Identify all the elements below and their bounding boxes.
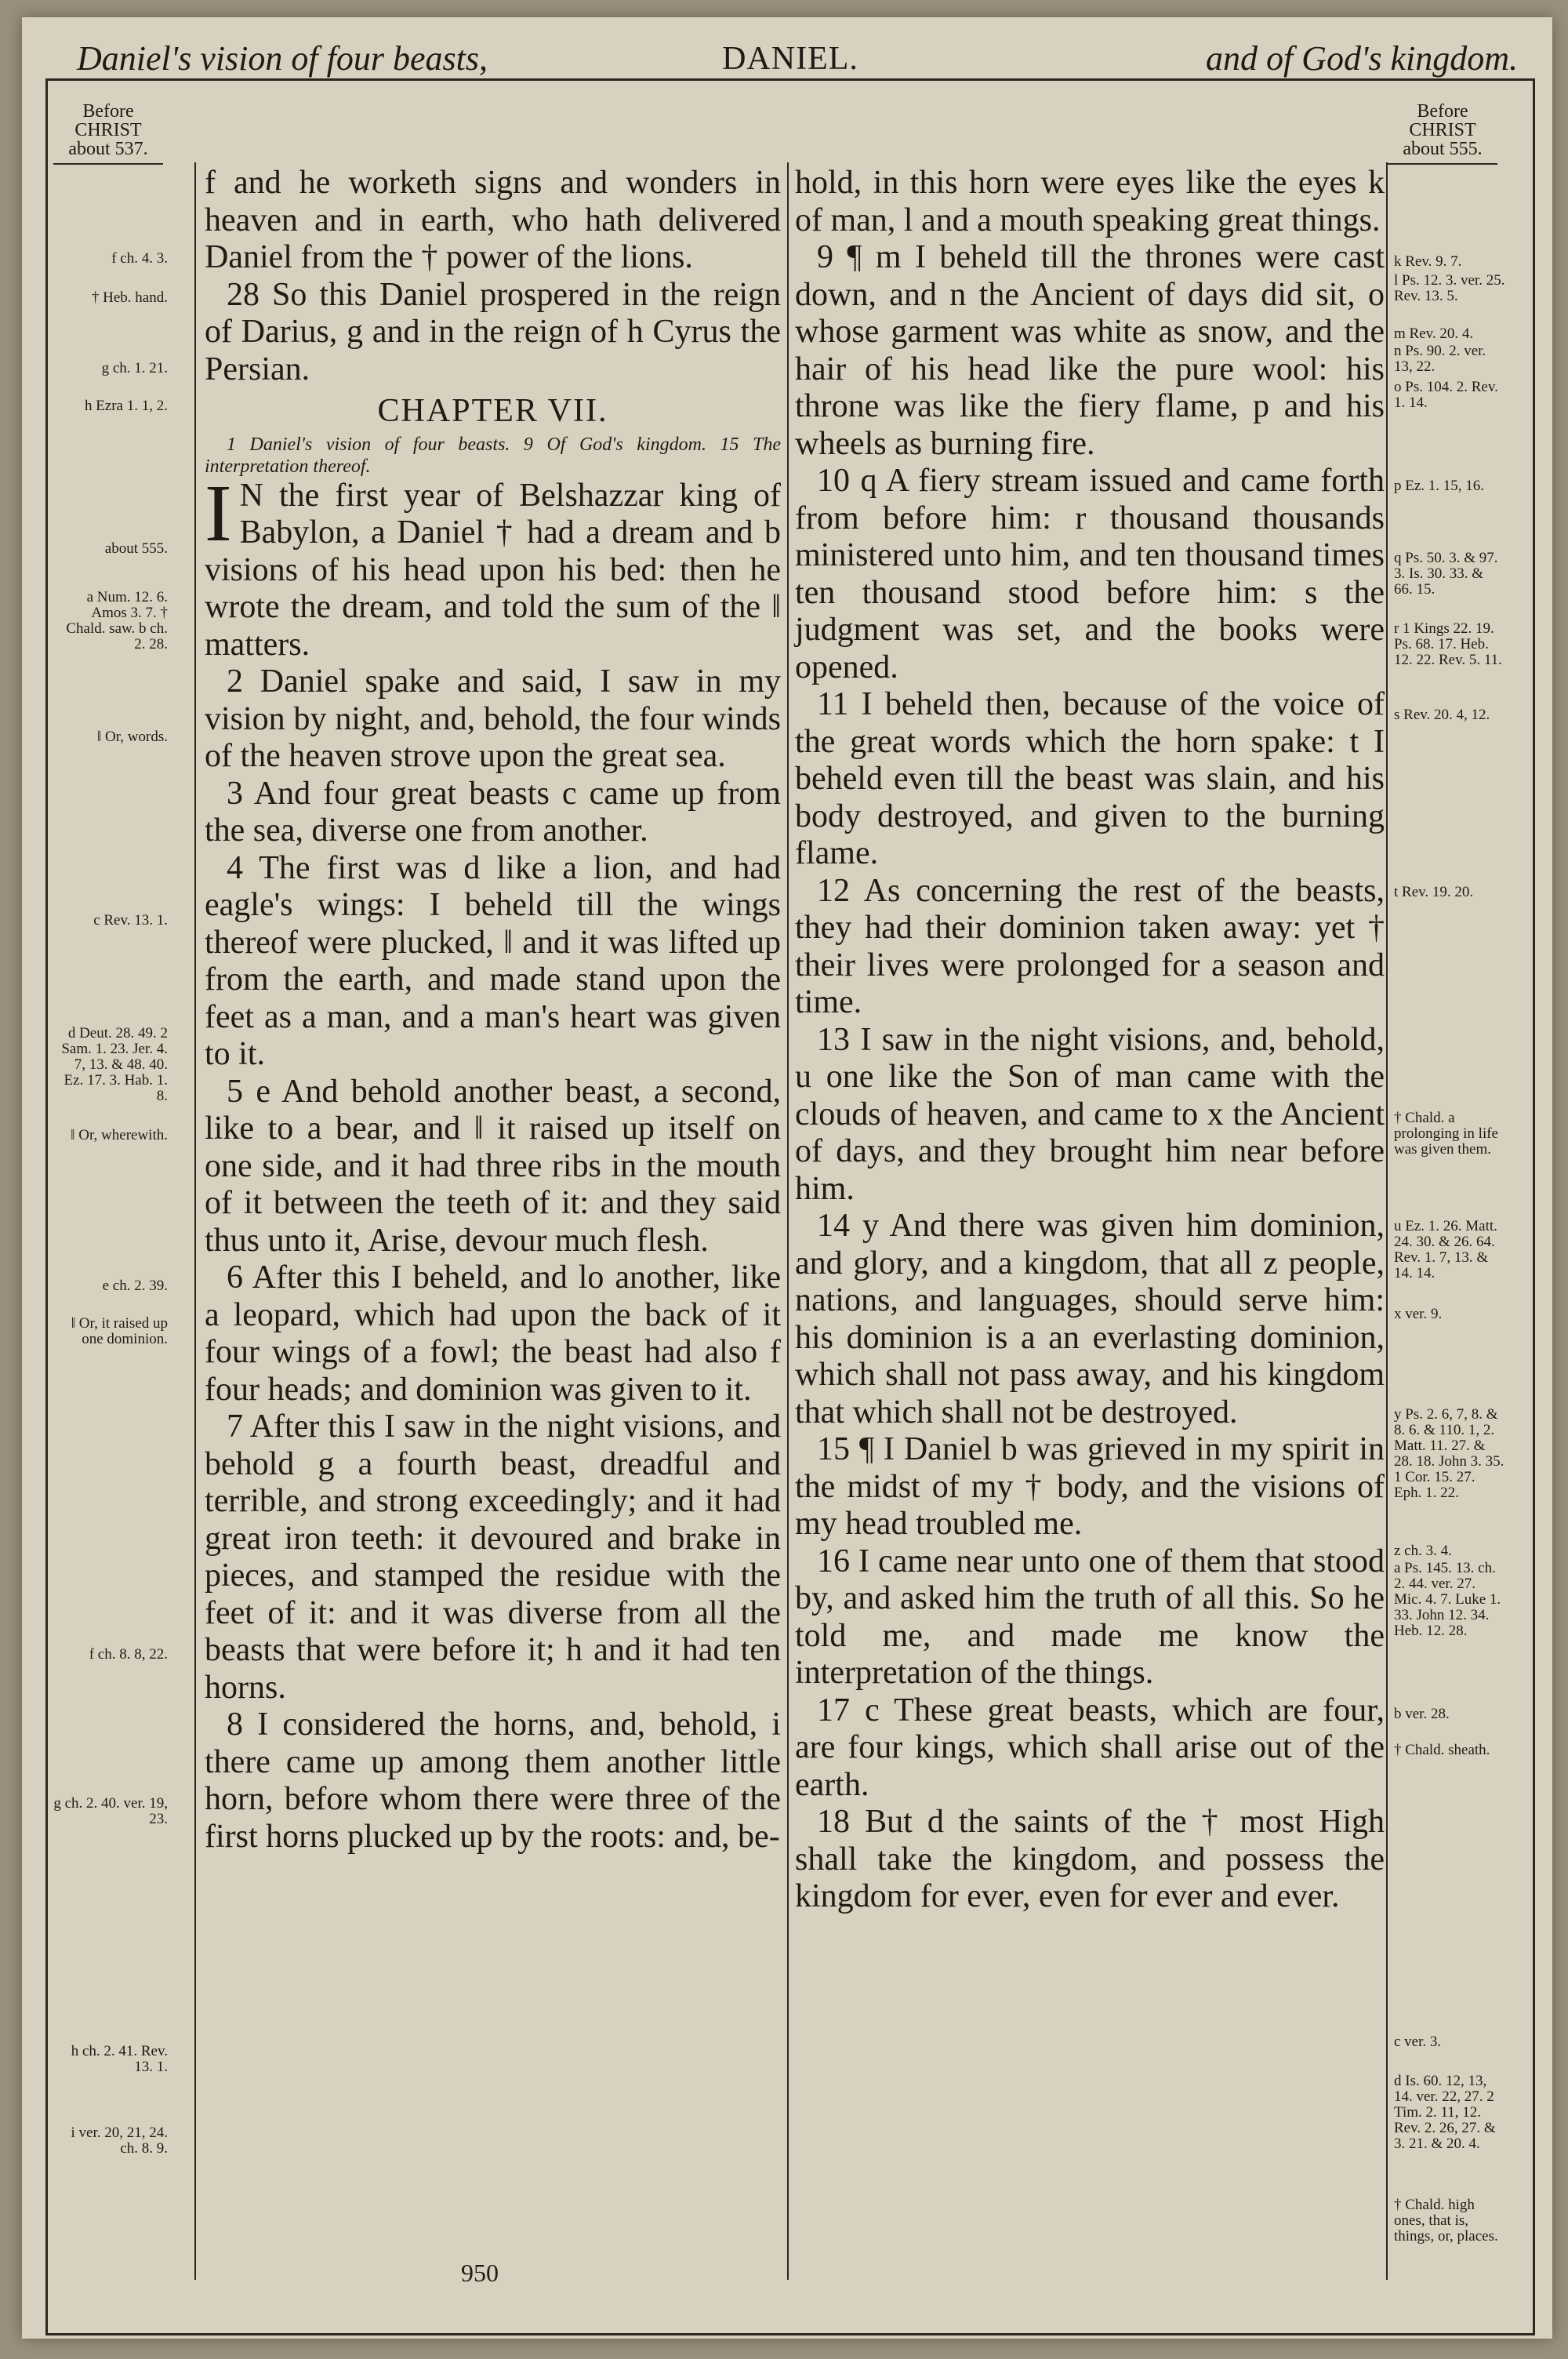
margin-note: r 1 Kings 22. 19. Ps. 68. 17. Heb. 12. 22. Rev. 5. 11. [1394,620,1502,668]
margin-note: o Ps. 104. 2. Rev. 1. 14. [1394,379,1498,411]
column-rule-left [194,162,196,2280]
text-column-left [205,165,781,1856]
margin-note: b ver. 28. [1394,1706,1450,1722]
margin-note: x ver. 9. [1394,1306,1443,1322]
margin-note: c ver. 3. [1394,2034,1442,2050]
running-head-book: DANIEL. [722,41,858,77]
margin-note: f ch. 4. 3. [111,250,168,267]
margin-note: i ver. 20, 21, 24. ch. 8. 9. [71,2125,168,2157]
column-rule-center [787,162,789,2280]
margin-note: a Num. 12. 6. Amos 3. 7. † Chald. saw. b ch. 2. 28. [66,589,168,652]
margin-note: u Ez. 1. 26. Matt. 24. 30. & 26. 64. Rev. 1. 7, 13. & 14. 14. [1394,1218,1497,1281]
margin-note: m Rev. 20. 4. [1394,325,1474,342]
margin-note: † Chald. a prolonging in life was given them. [1394,1110,1498,1158]
verse: 8 I considered the horns, and, behold, i there came up among them another little horn, before whom there were three of the first horns plucked up by the roots: and, be- [205,1707,781,1855]
drop-cap: I [205,467,232,558]
verse: 12 As concerning the rest of the beasts, they had their dominion taken away: yet † their lives were prolonged for a season and time. [795,872,1385,1020]
verse: 13 I saw in the night visions, and, behold, u one like the Son of man came with the clouds of heaven, and came to x the Ancient of days, and they brought him near before him. [795,1021,1385,1207]
verse: 15 ¶ I Daniel b was grieved in my spirit in the midst of my † body, and the visions of my head troubled me. [795,1431,1385,1542]
era-label-left: Before CHRIST about 537. [53,102,163,165]
margin-note: s Rev. 20. 4, 12. [1394,707,1490,723]
column-rule-right [1386,162,1388,2280]
era-label-right: Before CHRIST about 555. [1388,102,1497,165]
margin-note: e ch. 2. 39. [102,1278,168,1294]
margin-note: k Rev. 9. 7. [1394,253,1462,270]
verse: 6 After this I beheld, and lo another, like a leopard, which had upon the back of it four wings of a fowl; the beast had also f four heads; and dominion was given to it. [205,1259,781,1408]
verse: 16 I came near unto one of them that stood by, and asked him the truth of all this. So he told me, and made me know the interpretation of the things. [795,1543,1385,1691]
verse: 14 y And there was given him dominion, and glory, and a kingdom, that all z people, nations, and languages, should serve him: his dominion is a an everlasting dominion, which shall not pass away, and his kingdom that which shall not be destroyed. [795,1208,1385,1430]
margin-note: ‖ Or, wherewith. [71,1127,168,1143]
verse: 17 c These great beasts, which are four, are four kings, which shall arise out of the earth. [795,1692,1385,1803]
margin-note: about 555. [104,540,168,557]
verse: 7 After this I saw in the night visions, and behold g a fourth beast, dreadful and terrible, and strong exceedingly; and it had great iron teeth: it devoured and brake in pieces, and stamped the residue with the feet of it: and it was diverse from all the beasts that were before it; h and it had ten horns. [205,1408,781,1706]
bible-page [22,17,1552,2339]
margin-note: a Ps. 145. 13. ch. 2. 44. ver. 27. Mic. 4. 7. Luke 1. 33. John 12. 34. Heb. 12. 28. [1394,1560,1501,1639]
margin-note: z ch. 3. 4. [1394,1543,1452,1559]
margin-note: t Rev. 19. 20. [1394,884,1474,900]
verse: 18 But d the saints of the † most High shall take the kingdom, and possess the kingdom for ever, even for ever and ever. [795,1804,1385,1914]
chapter-summary: 1 Daniel's vision of four beasts. 9 Of God's kingdom. 15 The interpretation thereof. [205,434,781,477]
margin-note: † Chald. high ones, that is, things, or, places. [1394,2197,1498,2245]
margin-note: q Ps. 50. 3. & 97. 3. Is. 30. 33. & 66. 15. [1394,550,1498,598]
margin-note: y Ps. 2. 6, 7, 8. & 8. 6. & 110. 1, 2. Matt. 11. 27. & 28. 18. John 3. 35. 1 Cor. 15. 27. Eph. 1. 22. [1394,1406,1504,1501]
verse: f and he worketh signs and wonders in heaven and in earth, who hath delivered Daniel from the † power of the lions. [205,165,781,275]
margin-note: h ch. 2. 41. Rev. 13. 1. [71,2043,168,2075]
text-column-right [795,165,1385,1916]
margin-note: ‖ Or, it raised up one dominion. [71,1315,168,1347]
verse: 11 I beheld then, because of the voice of the great words which the horn spake: t I beheld even till the beast was slain, and his body destroyed, and given to the burning flame. [795,686,1385,871]
verse: 9 ¶ m I beheld till the thrones were cast down, and n the Ancient of days did sit, o whose garment was white as snow, and the hair of his head like the pure wool: his throne was like the fiery flame, p and his wheels as burning fire. [795,239,1385,462]
margin-note: d Is. 60. 12, 13, 14. ver. 22, 27. 2 Tim. 2. 11, 12. Rev. 2. 26, 27. & 3. 21. & 20. 4. [1394,2073,1496,2152]
margin-note: ‖ Or, words. [96,729,168,745]
verse: 4 The first was d like a lion, and had eagle's wings: I beheld till the wings thereof were plucked, ‖ and it was lifted up from the earth, and made stand upon the feet as a man, and a man's heart was given to it. [205,849,781,1072]
margin-note: g ch. 1. 21. [101,360,168,376]
margin-note: d Deut. 28. 49. 2 Sam. 1. 23. Jer. 4. 7, 13. & 48. 40. Ez. 17. 3. Hab. 1. 8. [61,1025,168,1104]
right-margin-notes [1388,101,1513,2245]
running-head-right: and of God's kingdom. [1205,39,1518,78]
verse: hold, in this horn were eyes like the eyes k of man, l and a mouth speaking great things. [795,165,1385,238]
verse: 3 And four great beasts c came up from the sea, diverse one from another. [205,775,781,849]
verse: 2 Daniel spake and said, I saw in my vision by night, and, behold, the four winds of the heaven strove upon the great sea. [205,663,781,774]
margin-note: † Chald. sheath. [1394,1742,1490,1758]
margin-note: f ch. 8. 8, 22. [89,1646,168,1663]
margin-note: † Heb. hand. [91,289,168,306]
running-head-left: Daniel's vision of four beasts, [77,39,488,78]
margin-note: l Ps. 12. 3. ver. 25. Rev. 13. 5. [1394,272,1505,304]
left-margin-notes [53,101,171,2157]
page-number: 950 [461,2259,499,2287]
verse: 28 So this Daniel prospered in the reign of Darius, g and in the reign of h Cyrus the Persian. [205,276,781,387]
margin-note: c Rev. 13. 1. [93,912,168,929]
margin-note: g ch. 2. 40. ver. 19, 23. [53,1795,168,1827]
margin-note: h Ezra 1. 1, 2. [84,398,168,414]
margin-note: n Ps. 90. 2. ver. 13, 22. [1394,343,1486,375]
running-head [53,39,1527,78]
verse-text: N the first year of Belshazzar king of Babylon, a Daniel † had a dream and b visions of his head upon his bed: then he wrote the dream, and told the sum of the ‖ matters. [205,477,781,663]
verse: 10 q A fiery stream issued and came forth from before him: r thousand thousands ministered unto him, and ten thousand times ten thousand stood before him: s the judgment was set, and the books were opened. [795,463,1385,685]
verse-1 [205,467,781,664]
margin-note: p Ez. 1. 15, 16. [1394,478,1485,494]
verse: 5 e And behold another beast, a second, like to a bear, and ‖ it raised up itself on one side, and it had three ribs in the mouth of it between the teeth of it: and they said thus unto it, Arise, devour much flesh. [205,1073,781,1259]
chapter-title: CHAPTER VII. [377,393,608,429]
